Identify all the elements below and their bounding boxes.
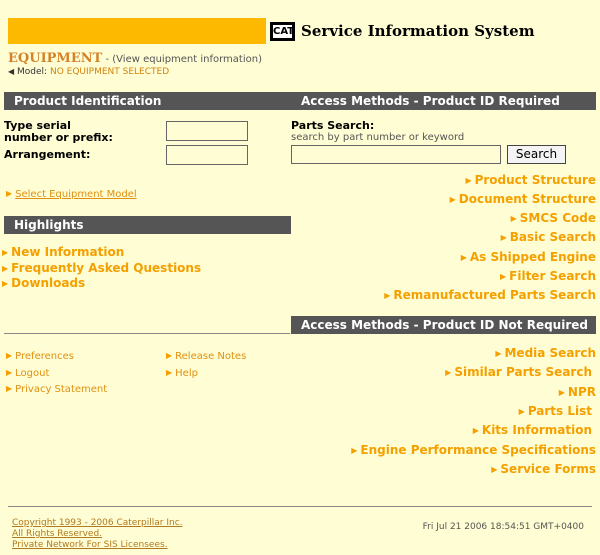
access-link-label: Kits Information — [481, 423, 592, 437]
access-link-label: Remanufactured Parts Search — [393, 288, 596, 302]
triangle-right-icon: ▶ — [465, 176, 472, 185]
select-equipment-model-label: Select Equipment Model — [15, 189, 137, 200]
header-orange-bar — [8, 18, 266, 44]
equipment-subtitle: - (View equipment information) — [102, 54, 262, 65]
arrangement-input[interactable] — [166, 145, 248, 165]
parts-search-input[interactable] — [291, 145, 501, 164]
triangle-right-icon: ▶ — [499, 272, 507, 281]
model-value: NO EQUIPMENT SELECTED — [49, 67, 170, 77]
link-as-shipped-engine[interactable] — [461, 250, 596, 264]
link-engine-performance-specifications[interactable] — [351, 443, 596, 457]
model-line — [8, 67, 169, 77]
access-link-label: NPR — [567, 385, 596, 399]
access-link-label: Basic Search — [509, 230, 596, 244]
access-link-label: Document Structure — [458, 192, 596, 206]
link-privacy-statement[interactable] — [6, 384, 107, 395]
serial-label — [4, 120, 113, 144]
link-document-structure[interactable] — [450, 192, 596, 206]
triangle-right-icon: ▶ — [6, 384, 13, 393]
highlights-header: Highlights — [4, 216, 291, 234]
triangle-right-icon: ▶ — [449, 195, 456, 204]
link-parts-list[interactable] — [519, 404, 592, 418]
highlight-label: Downloads — [11, 276, 86, 290]
link-media-search[interactable] — [495, 346, 596, 360]
link-service-forms[interactable] — [491, 462, 596, 476]
triangle-right-icon: ▶ — [2, 248, 9, 257]
triangle-right-icon: ▶ — [460, 253, 467, 262]
select-equipment-model-link[interactable] — [6, 189, 137, 200]
triangle-right-icon: ▶ — [472, 426, 479, 435]
highlight-new-information[interactable] — [2, 245, 124, 259]
access-link-label: Media Search — [504, 346, 596, 360]
serial-label-line1: Type serial — [4, 119, 71, 132]
highlight-downloads[interactable] — [2, 276, 85, 290]
utility-label: Privacy Statement — [15, 384, 108, 395]
serial-label-line2: number or prefix: — [4, 131, 113, 144]
left-divider — [4, 333, 290, 334]
triangle-right-icon: ▶ — [6, 351, 13, 360]
access-link-label: Similar Parts Search — [454, 365, 592, 379]
triangle-right-icon: ▶ — [384, 291, 391, 300]
footer-network[interactable]: Private Network For SIS Licensees. — [12, 540, 168, 550]
link-smcs-code[interactable] — [511, 211, 596, 225]
parts-search-hint: search by part number or keyword — [291, 132, 465, 143]
access-link-label: Service Forms — [500, 462, 596, 476]
equipment-label: EQUIPMENT — [8, 51, 103, 66]
utility-label: Release Notes — [175, 351, 247, 362]
triangle-right-icon: ▶ — [2, 264, 9, 273]
triangle-right-icon: ▶ — [518, 407, 525, 416]
triangle-right-icon: ▶ — [6, 368, 13, 377]
triangle-right-icon: ▶ — [491, 465, 498, 474]
link-help[interactable] — [166, 368, 198, 379]
triangle-right-icon: ▶ — [558, 388, 565, 397]
app-title: Service Information System — [301, 22, 535, 40]
access-link-label: Filter Search — [509, 269, 596, 283]
access-required-header: Access Methods - Product ID Required — [291, 92, 596, 110]
serial-input[interactable] — [166, 121, 248, 141]
access-link-label: Parts List — [527, 404, 592, 418]
equipment-title — [8, 51, 262, 66]
triangle-right-icon: ▶ — [500, 233, 507, 242]
link-product-structure[interactable] — [465, 173, 596, 187]
highlight-label: New Information — [11, 245, 125, 259]
access-link-label: As Shipped Engine — [469, 250, 596, 264]
triangle-right-icon: ▶ — [6, 189, 13, 198]
search-button[interactable]: Search — [507, 145, 566, 164]
triangle-right-icon: ▶ — [2, 279, 9, 288]
parts-search-label: Parts Search: — [291, 119, 375, 132]
triangle-right-icon: ▶ — [495, 349, 502, 358]
triangle-right-icon: ▶ — [510, 214, 517, 223]
footer-copyright[interactable]: Copyright 1993 - 2006 Caterpillar Inc. — [12, 518, 183, 528]
highlight-faq[interactable] — [2, 261, 201, 275]
link-basic-search[interactable] — [501, 230, 596, 244]
link-remanufactured-parts-search[interactable] — [384, 288, 596, 302]
link-similar-parts-search[interactable] — [445, 365, 592, 379]
access-link-label: SMCS Code — [519, 211, 596, 225]
triangle-right-icon: ▶ — [351, 446, 358, 455]
utility-label: Logout — [15, 368, 50, 379]
footer-rights[interactable]: All Rights Reserved. — [12, 529, 103, 539]
model-prefix: Model: — [17, 67, 48, 77]
back-arrow-icon[interactable]: ◀ — [8, 67, 15, 76]
access-link-label: Engine Performance Specifications — [360, 443, 596, 457]
link-preferences[interactable] — [6, 351, 74, 362]
product-identification-header: Product Identification — [4, 92, 291, 110]
access-link-label: Product Structure — [474, 173, 596, 187]
footer-timestamp: Fri Jul 21 2006 18:54:51 GMT+0400 — [422, 522, 584, 532]
triangle-right-icon: ▶ — [445, 368, 452, 377]
utility-label: Help — [175, 368, 198, 379]
highlight-label: Frequently Asked Questions — [11, 261, 202, 275]
link-kits-information[interactable] — [473, 423, 592, 437]
link-npr[interactable] — [559, 385, 596, 399]
footer-divider — [8, 506, 592, 507]
arrangement-label: Arrangement: — [4, 148, 91, 161]
cat-logo: CAT — [270, 22, 295, 41]
utility-label: Preferences — [15, 351, 74, 362]
link-logout[interactable] — [6, 368, 49, 379]
triangle-right-icon: ▶ — [166, 351, 173, 360]
access-not-required-header: Access Methods - Product ID Not Required — [291, 316, 596, 334]
link-release-notes[interactable] — [166, 351, 246, 362]
link-filter-search[interactable] — [500, 269, 596, 283]
triangle-right-icon: ▶ — [166, 368, 173, 377]
